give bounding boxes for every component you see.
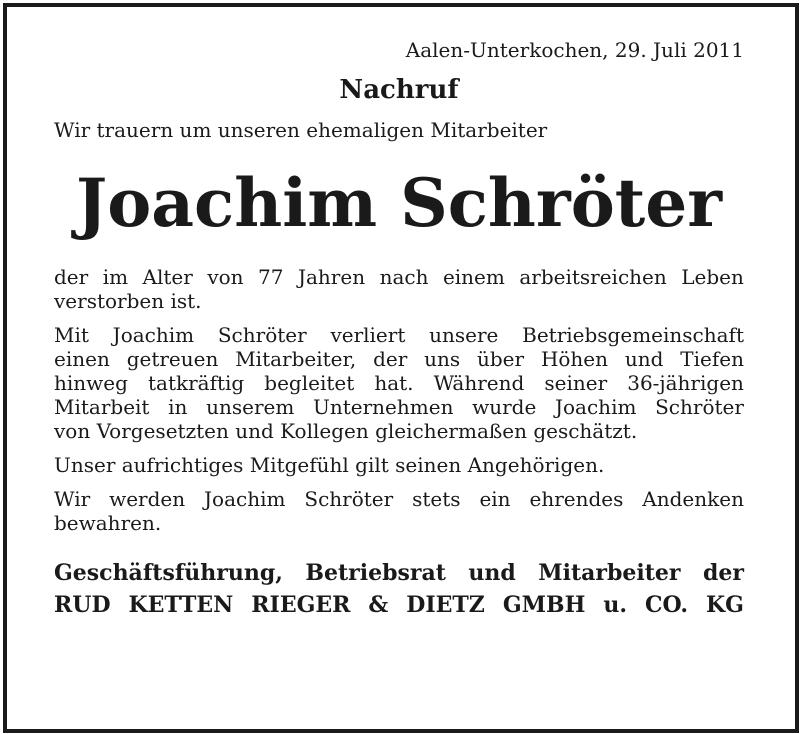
word: werden <box>109 487 186 511</box>
place-date: Aalen-Unterkochen, 29. Juli 2011 <box>405 38 744 62</box>
word: RIEGER <box>251 592 351 618</box>
word: Höhen <box>540 347 609 371</box>
word: Andenken <box>642 487 744 511</box>
obituary-content <box>54 37 744 621</box>
word: hinweg <box>54 371 128 395</box>
word: DIETZ <box>406 592 485 618</box>
word: und <box>624 347 664 371</box>
word: wurde <box>472 395 537 419</box>
word: Schröter <box>217 323 307 347</box>
word: stets <box>412 487 461 511</box>
text-line <box>54 371 744 395</box>
word: von <box>207 265 244 289</box>
text-line: verstorben ist. <box>54 289 202 313</box>
text-line <box>54 347 744 371</box>
word: Mitarbeit <box>54 395 150 419</box>
signature-line-2 <box>54 589 744 621</box>
word: verliert <box>330 323 406 347</box>
text-line <box>54 487 744 511</box>
obituary-heading: Nachruf <box>339 75 459 105</box>
word: der <box>54 265 89 289</box>
word: ein <box>479 487 511 511</box>
word: arbeitsreichen <box>519 265 667 289</box>
word: Tiefen <box>680 347 744 371</box>
word: Jahren <box>297 265 366 289</box>
word: in <box>168 395 188 419</box>
word: 77 <box>258 265 284 289</box>
word: Joachim <box>204 487 286 511</box>
text-line: Unser aufrichtiges Mitgefühl gilt seinen Angehörigen. <box>54 453 605 477</box>
word: Mitarbeiter, <box>235 347 357 371</box>
word: im <box>102 265 129 289</box>
word: unsere <box>429 323 499 347</box>
word: einen <box>54 347 110 371</box>
word: Schröter <box>655 395 744 419</box>
word: und <box>468 560 516 586</box>
word: Während <box>433 371 525 395</box>
word: seiner <box>544 371 608 395</box>
intro-line: Wir trauern um unseren ehemaligen Mitarbeiter <box>54 118 548 142</box>
word: 36-jährigen <box>627 371 744 395</box>
word: u. <box>603 592 628 618</box>
word: Mitarbeiter <box>538 560 681 586</box>
word: Mit <box>54 323 89 347</box>
word: getreuen <box>126 347 219 371</box>
word: uns <box>424 347 461 371</box>
paragraph-condolence <box>54 453 744 477</box>
word: der <box>373 347 408 371</box>
text-line <box>54 265 744 289</box>
word: Betriebsgemeinschaft <box>522 323 744 347</box>
text-line: von Vorgesetzten und Kollegen gleichermaßen geschätzt. <box>54 419 638 443</box>
paragraph-age <box>54 265 744 313</box>
word: Wir <box>54 487 91 511</box>
word: tatkräftig <box>147 371 245 395</box>
word: Alter <box>142 265 193 289</box>
word: Schröter <box>304 487 394 511</box>
word: über <box>477 347 525 371</box>
word: Unternehmen <box>313 395 454 419</box>
word: KG <box>706 592 744 618</box>
paragraph-remembrance <box>54 487 744 535</box>
word: unserem <box>206 395 295 419</box>
signature-line-1 <box>54 557 744 589</box>
deceased-name: Joachim Schröter <box>76 164 722 242</box>
obituary-frame <box>3 3 799 733</box>
word: & <box>368 592 389 618</box>
word: Joachim <box>112 323 195 347</box>
word: Betriebsrat <box>305 560 446 586</box>
text-line <box>54 395 744 419</box>
word: begleitet <box>264 371 355 395</box>
text-line: bewahren. <box>54 511 162 535</box>
word: Leben <box>681 265 744 289</box>
paragraph-tribute <box>54 323 744 443</box>
word: Joachim <box>555 395 637 419</box>
word: Geschäftsführung, <box>54 560 283 586</box>
word: hat. <box>374 371 414 395</box>
word: einem <box>442 265 505 289</box>
text-line <box>54 323 744 347</box>
word: ehrendes <box>529 487 624 511</box>
signature-block <box>54 557 744 621</box>
word: KETTEN <box>128 592 234 618</box>
word: der <box>702 560 744 586</box>
word: RUD <box>54 592 111 618</box>
word: CO. <box>645 592 689 618</box>
word: GMBH <box>502 592 586 618</box>
word: nach <box>379 265 429 289</box>
